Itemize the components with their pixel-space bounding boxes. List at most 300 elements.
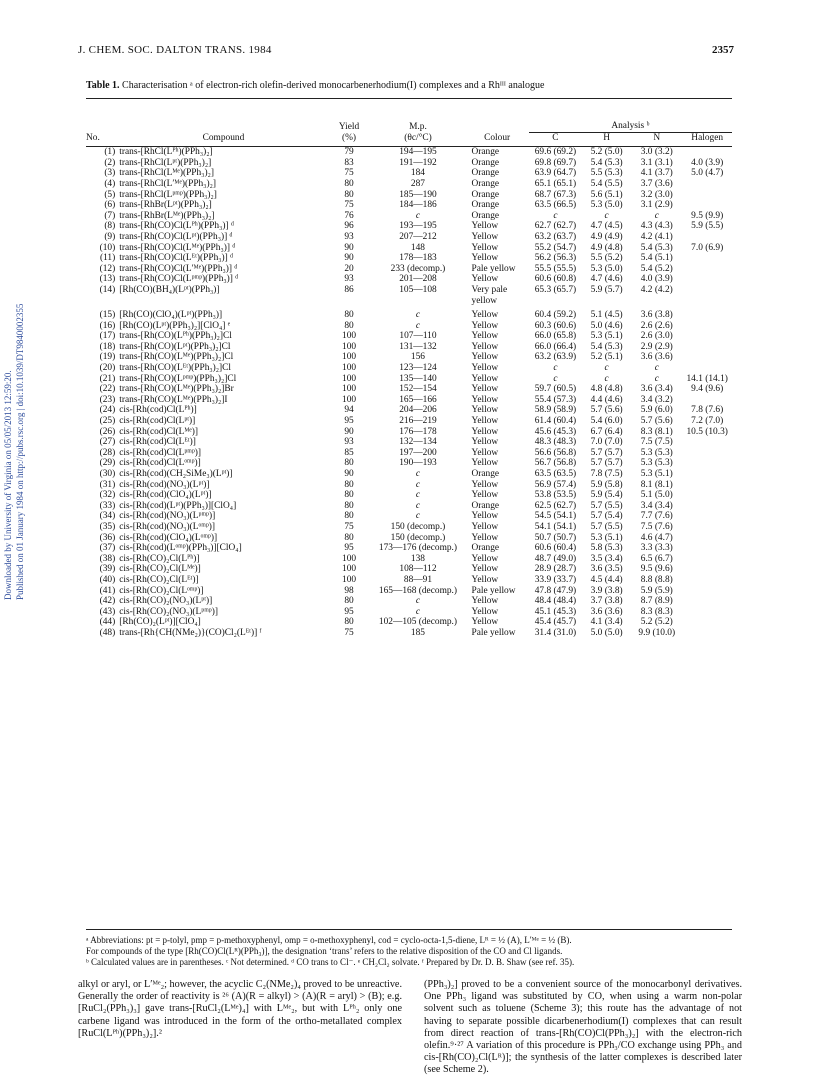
- cell-no: (25): [99, 416, 116, 427]
- cell-n: 5.3 (5.3): [640, 447, 673, 458]
- table-row: [86, 501, 732, 512]
- cell-no: (29): [99, 458, 116, 469]
- cell-compound: trans-[Rh(CO)(Lᴹᵉ)(PPh₃)₂]Cl: [119, 352, 234, 363]
- cell-n: 5.2 (5.2): [640, 617, 673, 628]
- cell-c: 55.2 (54.7): [534, 242, 577, 253]
- cell-h: 4.4 (4.6): [590, 394, 623, 405]
- cell-yield: 80: [344, 310, 354, 321]
- cell-compound: trans-[Rh(CO)Cl(Lᵖᵗ)(PPh₃)] ᵈ: [119, 231, 233, 242]
- cell-halogen: [682, 607, 732, 618]
- cell-colour: Yellow: [471, 384, 499, 395]
- cell-no: (8): [104, 221, 116, 232]
- journal-title: J. CHEM. SOC. DALTON TRANS. 1984: [78, 44, 272, 56]
- cell-yield: 90: [344, 253, 354, 264]
- cell-c: 56.6 (56.8): [534, 447, 577, 458]
- table-row: [86, 405, 732, 416]
- cell-mp: 185—190: [399, 189, 437, 200]
- cell-c: 60.6 (60.8): [534, 274, 577, 285]
- cell-c: 61.4 (60.4): [534, 416, 577, 427]
- cell-halogen: [682, 480, 732, 491]
- cell-colour: Orange: [471, 469, 500, 479]
- cell-no: (12): [99, 263, 116, 274]
- cell-yield: 90: [344, 469, 354, 479]
- cell-colour: Orange: [471, 200, 500, 211]
- cell-compound: cis-[Rh(cod)(ClO₄)(Lᵖᵗ)]: [119, 490, 212, 501]
- table-row: [86, 342, 732, 353]
- cell-c: 55.4 (57.3): [534, 394, 577, 405]
- table-row: [86, 158, 732, 169]
- cell-c: 60.6 (60.4): [534, 543, 577, 554]
- cell-no: (6): [104, 200, 116, 211]
- cell-compound: trans-[RhCl(Lᴾʰ)(PPh₃)₂]: [119, 147, 213, 158]
- cell-halogen: [682, 264, 732, 275]
- table-bottom-rule: [86, 929, 732, 930]
- cell-h: 3.9 (3.8): [590, 585, 623, 596]
- cell-c: 47.8 (47.9): [534, 585, 577, 596]
- cell-yield: 100: [342, 574, 357, 585]
- cell-h: 5.1 (4.5): [590, 310, 623, 321]
- cell-colour: Orange: [471, 157, 500, 168]
- cell-compound: cis-[Rh(CO)₂(NO₃)(Lᵖᵗ)]: [119, 596, 213, 607]
- cell-compound: trans-[RhCl(Lᵖᵗ)(PPh₃)₂]: [119, 157, 212, 168]
- cell-c: 45.4 (45.7): [534, 617, 577, 628]
- cell-no: (41): [99, 585, 116, 596]
- cell-n: 5.3 (5.3): [640, 458, 673, 469]
- body-paragraph: (PPh₃)₂] proved to be a convenient source of the monocarbonyl derivatives. One PPh₃ ligand was substituted by CO, when using a warm non-polar solvent such as toluene (Scheme 3); this route has the advantage of not having to separate possible dicarbenerhodium(I) complexes that can result from direct reaction of trans-[Rh(CO)Cl(PPh₃)₂] with the electron-rich olefin.⁹·²⁷ A variation of this procedure is PPh₃/CO exchange using PPh₃ and cis-[Rh(CO)₂Cl(Lᴿ)]; the synthesis of the latter complexes is described later (see Scheme 2).: [424, 979, 742, 1076]
- cell-c: 48.3 (48.3): [534, 437, 577, 448]
- table-caption: [86, 80, 730, 92]
- cell-n: 9.5 (9.6): [640, 564, 673, 575]
- cell-c: [529, 296, 582, 307]
- cell-n: 3.0 (3.2): [640, 147, 673, 158]
- cell-no: (4): [104, 178, 116, 189]
- cell-n: 8.1 (8.1): [640, 479, 673, 490]
- table-row: [86, 628, 732, 639]
- cell-h: 5.5 (5.3): [590, 168, 623, 179]
- cell-compound: trans-[Rh(CO)Cl(Lᵖᵐᵖ)(PPh₃)] ᵈ: [119, 274, 239, 285]
- cell-n: 4.6 (4.7): [640, 532, 673, 543]
- cell-c: 68.7 (67.3): [534, 189, 577, 200]
- footnote-abbreviations: ᵃ Abbreviations: pt = p-tolyl, pmp = p-methoxyphenyl, omp = o-methoxyphenyl, cod = cyclo-octa-1,5-diene, Lᴿ = ½ (A), L′ᴹᵉ = ½ (B).: [86, 935, 572, 945]
- cell-mp: 191—192: [399, 157, 437, 168]
- cell-mp: 185: [410, 627, 425, 638]
- cell-yield: 75: [344, 200, 354, 211]
- cell-n: 5.4 (5.2): [640, 263, 673, 274]
- cell-colour: Yellow: [471, 521, 499, 532]
- cell-no: (37): [99, 543, 116, 554]
- cell-colour: Pale yellow: [471, 627, 516, 638]
- watermark-line-2[interactable]: Published on 01 January 1984 on http://pubs.rsc.org | doi:10.1039/DT9840002355: [15, 303, 25, 600]
- cell-n: 3.1 (2.9): [640, 200, 673, 211]
- cell-n: [631, 296, 682, 307]
- cell-colour: Orange: [471, 147, 500, 158]
- cell-halogen: [682, 448, 732, 459]
- cell-h: 5.3 (5.0): [590, 263, 623, 274]
- table-row: [86, 221, 732, 232]
- cell-c: 48.4 (48.4): [534, 596, 577, 607]
- cell-mp: c: [415, 469, 421, 479]
- cell-h: 5.7 (5.7): [590, 447, 623, 458]
- cell-h: 4.1 (3.4): [590, 617, 623, 628]
- cell-h: 5.4 (6.0): [590, 416, 623, 427]
- cell-colour: Yellow: [471, 363, 499, 374]
- body-column-left: [78, 979, 402, 1040]
- cell-yield: 93: [344, 231, 354, 242]
- cell-halogen: 10.5 (10.3): [686, 426, 728, 437]
- cell-compound: trans-[RhCl(Lᴹᵉ)(PPh₃)₂]: [119, 168, 214, 179]
- cell-h: 6.7 (6.4): [590, 426, 623, 437]
- cell-no: (21): [99, 373, 116, 384]
- cell-halogen: [682, 190, 732, 201]
- cell-c: 56.7 (56.8): [534, 458, 577, 469]
- cell-compound: [Rh(CO)(Lᵖᵗ)(PPh₃)₂][ClO₄] ᵉ: [119, 320, 231, 331]
- cell-colour: Pale yellow: [471, 585, 516, 596]
- h-header: H: [603, 132, 611, 143]
- cell-yield: 85: [344, 447, 354, 458]
- cell-n: 5.9 (5.9): [640, 585, 673, 596]
- cell-compound: trans-[RhCl(L′ᴹᵉ)(PPh₃)₂]: [119, 178, 217, 189]
- cell-mp: 150 (decomp.): [390, 532, 446, 543]
- cell-c: 55.5 (55.5): [534, 263, 577, 274]
- cell-colour: Yellow: [471, 553, 499, 564]
- cell-no: (31): [99, 479, 116, 490]
- cell-c: 69.8 (69.7): [534, 157, 577, 168]
- cell-colour: Orange: [471, 543, 500, 554]
- yield-header: Yield: [338, 121, 360, 132]
- cell-compound: cis-[Rh(cod)(NO₃)(Lᵖᵗ)]: [119, 479, 210, 490]
- cell-yield: 100: [342, 384, 357, 395]
- cell-c: 48.7 (49.0): [534, 553, 577, 564]
- cell-compound: cis-[Rh(cod)(NO₃)(Lᵒᵐᵖ)]: [119, 521, 215, 532]
- cell-no: (32): [99, 490, 116, 501]
- cell-compound: trans-[Rh(CO)Cl(Lᴾʰ)(PPh₃)] ᵈ: [119, 221, 234, 232]
- cell-colour: Yellow: [471, 511, 499, 522]
- n-header: N: [653, 132, 661, 143]
- cell-mp: 178—183: [399, 253, 437, 264]
- cell-compound: cis-[Rh(cod)Cl(Lᵒᵐᵖ)]: [119, 458, 201, 469]
- cell-compound: trans-[Rh(CO)(Lᵖᵐᵖ)(PPh₃)₂]Cl: [119, 373, 237, 384]
- cell-mp: c: [415, 596, 421, 607]
- cell-no: (35): [99, 521, 116, 532]
- cell-compound: cis-[Rh(CO)₂Cl(Lᴱᵗ)]: [119, 574, 199, 585]
- cell-no: (26): [99, 426, 116, 437]
- cell-n: 2.6 (2.6): [640, 320, 673, 331]
- cell-h: 5.0 (5.0): [590, 627, 623, 638]
- cell-n: 7.5 (7.6): [640, 521, 673, 532]
- cell-mp: 105—108: [399, 284, 437, 295]
- cell-yield: 93: [344, 274, 354, 285]
- cell-c: 45.1 (45.3): [534, 606, 577, 617]
- cell-halogen: [682, 179, 732, 190]
- cell-no: (43): [99, 606, 116, 617]
- table-row: [86, 480, 732, 491]
- cell-no: (18): [99, 341, 116, 352]
- table-row: [86, 310, 732, 321]
- table-row: [86, 437, 732, 448]
- table-row: [86, 321, 732, 332]
- cell-yield: 80: [344, 189, 354, 200]
- cell-no: (27): [99, 437, 116, 448]
- cell-compound: trans-[Rh(CO)Cl(Lᴹᵉ)(PPh₃)] ᵈ: [119, 242, 236, 253]
- cell-colour: Yellow: [471, 564, 499, 575]
- cell-mp: 190—193: [399, 458, 437, 469]
- cell-n: 4.2 (4.1): [640, 231, 673, 242]
- cell-c: 65.1 (65.1): [534, 178, 577, 189]
- cell-c: 54.5 (54.1): [534, 511, 577, 522]
- cell-halogen: [682, 331, 732, 342]
- cell-yield: 79: [344, 147, 354, 158]
- cell-n: 3.4 (3.4): [640, 500, 673, 511]
- cell-yield: 100: [342, 553, 357, 564]
- cell-c: 31.4 (31.0): [534, 627, 577, 638]
- table-row: [86, 211, 732, 222]
- table-row: [86, 607, 732, 618]
- characterisation-table: [86, 121, 732, 639]
- footnote-trans: For compounds of the type [Rh(CO)Cl(Lᴿ)(PPh₃)], the designation ‘trans’ refers to the relative disposition of the CO and Cl ligands.: [86, 946, 563, 956]
- cell-h: 5.4 (5.3): [590, 157, 623, 168]
- table-top-rule: [86, 98, 732, 99]
- cell-h: 5.0 (4.6): [590, 320, 623, 331]
- cell-c: 60.3 (60.6): [534, 320, 577, 331]
- cell-yield: 90: [344, 426, 354, 437]
- cell-mp: 107—110: [399, 331, 437, 342]
- cell-no: (5): [104, 189, 116, 200]
- cell-c: 62.5 (62.7): [534, 500, 577, 511]
- table-row: [86, 575, 732, 586]
- cell-halogen: [682, 586, 732, 597]
- cell-h: 5.5 (5.2): [590, 253, 623, 264]
- cell-n: 3.6 (3.8): [640, 310, 673, 321]
- cell-h: 5.8 (5.3): [590, 543, 623, 554]
- cell-mp: 165—168 (decomp.): [378, 585, 458, 596]
- cell-h: 5.6 (5.1): [590, 189, 623, 200]
- cell-yield: 75: [344, 627, 354, 638]
- analysis-header: Analysis ᵇ: [529, 121, 732, 132]
- cell-mp: 88—91: [403, 574, 433, 585]
- cell-yield: 80: [344, 458, 354, 469]
- cell-colour: Yellow: [471, 274, 499, 285]
- cell-no: (34): [99, 511, 116, 522]
- cell-h: 4.7 (4.5): [590, 221, 623, 232]
- cell-halogen: [682, 617, 732, 628]
- table-body: [86, 147, 732, 639]
- cell-c: 56.9 (57.4): [534, 479, 577, 490]
- cell-yield: 100: [342, 331, 357, 342]
- cell-n: 3.6 (3.4): [640, 384, 673, 395]
- cell-compound: cis-[Rh(CO)₂Cl(Lᵒᵐᵖ)]: [119, 585, 204, 596]
- cell-n: 4.1 (3.7): [640, 168, 673, 179]
- cell-halogen: [682, 522, 732, 533]
- cell-h: 5.4 (5.5): [590, 178, 623, 189]
- cell-c: 69.6 (69.2): [534, 147, 577, 158]
- cell-halogen: [682, 628, 732, 639]
- cell-h: 3.5 (3.4): [590, 553, 623, 564]
- cell-colour: Yellow: [471, 331, 499, 342]
- cell-halogen: [682, 296, 732, 307]
- cell-halogen: 5.9 (5.5): [691, 221, 724, 232]
- cell-halogen: [682, 511, 732, 522]
- table-row: [86, 617, 732, 628]
- cell-halogen: [682, 200, 732, 211]
- table-row: [86, 274, 732, 285]
- cell-yield: 80: [344, 479, 354, 490]
- cell-colour: Orange: [471, 210, 500, 221]
- cell-n: 8.3 (8.3): [640, 606, 673, 617]
- cell-yield: [328, 296, 371, 307]
- cell-c: 50.7 (50.7): [534, 532, 577, 543]
- cell-compound: [Rh(CO)₂(Lᵖᵗ)][ClO₄]: [119, 617, 201, 628]
- cell-yield: 96: [344, 221, 354, 232]
- yield-unit-header: (%): [342, 132, 357, 143]
- cell-mp: 201—208: [399, 274, 437, 285]
- cell-colour: Yellow: [471, 606, 499, 617]
- cell-halogen: [682, 596, 732, 607]
- cell-n: 3.7 (3.6): [640, 178, 673, 189]
- cell-no: (22): [99, 384, 116, 395]
- watermark-line-1[interactable]: Downloaded by University of Virginia on 05/05/2013 12:59:20.: [3, 370, 13, 600]
- cell-compound: cis-[Rh(cod)Cl(Lᴱᵗ)]: [119, 437, 196, 448]
- cell-mp: c: [415, 210, 421, 221]
- cell-n: 5.4 (5.1): [640, 253, 673, 264]
- table-row: [86, 179, 732, 190]
- cell-compound: trans-[Rh(CO)(Lᴾʰ)(PPh₃)₂]Cl: [119, 331, 232, 342]
- cell-mp: c: [415, 490, 421, 501]
- cell-h: c: [604, 373, 609, 384]
- cell-halogen: [682, 469, 732, 480]
- cell-n: 9.9 (10.0): [638, 627, 676, 638]
- cell-n: 4.2 (4.2): [640, 284, 673, 295]
- cell-n: 2.6 (3.0): [640, 331, 673, 342]
- cell-no: (23): [99, 394, 116, 405]
- no-header: No.: [86, 132, 100, 143]
- c-header: C: [552, 132, 559, 143]
- cell-n: 8.7 (8.9): [640, 596, 673, 607]
- table-row: [86, 416, 732, 427]
- cell-halogen: [682, 363, 732, 374]
- cell-no: (38): [99, 553, 116, 564]
- table-label: Table 1.: [86, 80, 120, 91]
- cell-no: (39): [99, 564, 116, 575]
- cell-mp: 165—166: [399, 394, 437, 405]
- cell-compound: cis-[Rh(cod)(CH₂SiMe₃)(Lᵖᵗ)]: [119, 469, 233, 479]
- table-row: [86, 374, 732, 385]
- table-row: [86, 490, 732, 501]
- cell-colour: Yellow: [471, 617, 499, 628]
- cell-h: 5.9 (5.8): [590, 479, 623, 490]
- cell-mp: 204—206: [399, 405, 437, 416]
- cell-yield: 83: [344, 157, 354, 168]
- cell-h: 3.6 (3.5): [590, 564, 623, 575]
- cell-yield: 100: [342, 394, 357, 405]
- cell-compound: trans-[Rh(CO)(Lᴹᵉ)(PPh₃)₂]Br: [119, 384, 234, 395]
- table-row: [86, 352, 732, 363]
- cell-c: 66.0 (66.4): [534, 341, 577, 352]
- cell-no: (15): [99, 310, 116, 321]
- cell-c: 58.9 (58.9): [534, 405, 577, 416]
- cell-no: (16): [99, 320, 116, 331]
- cell-n: 8.3 (8.1): [640, 426, 673, 437]
- cell-no: (44): [99, 617, 116, 628]
- cell-n: 2.9 (2.9): [640, 341, 673, 352]
- cell-yield: 100: [342, 564, 357, 575]
- cell-mp: 108—112: [399, 564, 437, 575]
- cell-h: 5.3 (5.1): [590, 331, 623, 342]
- cell-c: 28.9 (28.7): [534, 564, 577, 575]
- cell-h: 4.9 (4.8): [590, 242, 623, 253]
- table-row: [86, 458, 732, 469]
- cell-halogen: [682, 253, 732, 264]
- table-row: [86, 264, 732, 275]
- cell-n: 3.6 (3.6): [640, 352, 673, 363]
- cell-colour: Yellow: [471, 352, 499, 363]
- cell-c: 66.0 (65.8): [534, 331, 577, 342]
- cell-colour: Yellow: [471, 373, 499, 384]
- cell-halogen: [682, 352, 732, 363]
- table-row: [86, 296, 732, 307]
- cell-compound: cis-[Rh(CO)₂(NO₃)(Lᵖᵐᵖ)]: [119, 606, 218, 617]
- cell-halogen: [682, 554, 732, 565]
- cell-n: 4.0 (3.9): [640, 274, 673, 285]
- cell-compound: cis-[Rh(CO)₂Cl(Lᴹᵉ)]: [119, 564, 201, 575]
- mp-unit-header: (θc/°C): [404, 132, 432, 143]
- cell-no: (19): [99, 352, 116, 363]
- cell-colour: Orange: [471, 500, 500, 511]
- cell-no: (13): [99, 274, 116, 285]
- cell-yield: 94: [344, 405, 354, 416]
- cell-c: 63.9 (64.7): [534, 168, 577, 179]
- cell-mp: 123—124: [399, 363, 437, 374]
- cell-halogen: [682, 490, 732, 501]
- cell-c: 65.3 (65.7): [534, 284, 577, 295]
- cell-compound: [Rh(CO)(ClO₄)(Lᵖᵗ)(PPh₃)]: [119, 310, 223, 321]
- table-row: [86, 522, 732, 533]
- cell-mp: 287: [410, 178, 425, 189]
- cell-n: 4.3 (4.3): [640, 221, 673, 232]
- cell-halogen: 7.8 (7.6): [691, 405, 724, 416]
- cell-n: 6.5 (6.7): [640, 553, 673, 564]
- cell-h: 7.0 (7.0): [590, 437, 623, 448]
- cell-colour: Yellow: [471, 242, 499, 253]
- running-header: [78, 44, 734, 58]
- cell-h: 7.8 (7.5): [590, 469, 623, 479]
- cell-h: 4.9 (4.9): [590, 231, 623, 242]
- cell-colour: Yellow: [471, 253, 499, 264]
- cell-yield: 75: [344, 168, 354, 179]
- table-row: [86, 427, 732, 438]
- footnote-calculated: ᵇ Calculated values are in parentheses. ᶜ Not determined. ᵈ CO trans to Cl⁻. ᵉ CH₂Cl₂ solvate. ᶠ Prepared by Dr. D. B. Shaw (see ref. 35).: [86, 957, 575, 967]
- cell-c: 59.7 (60.5): [534, 384, 577, 395]
- cell-no: (14): [99, 284, 116, 295]
- cell-yield: 80: [344, 511, 354, 522]
- cell-mp: c: [415, 479, 421, 490]
- cell-mp: c: [415, 606, 421, 617]
- cell-no: (2): [104, 157, 116, 168]
- cell-yield: 80: [344, 596, 354, 607]
- cell-yield: 100: [342, 373, 357, 384]
- cell-yield: 100: [342, 352, 357, 363]
- cell-n: 8.8 (8.8): [640, 574, 673, 585]
- cell-c: 33.9 (33.7): [534, 574, 577, 585]
- cell-compound: trans-[Rh(CO)Cl(Lᴱᵗ)(PPh₃)] ᵈ: [119, 253, 234, 264]
- cell-h: 5.9 (5.7): [590, 284, 623, 295]
- cell-mp: 193—195: [399, 221, 437, 232]
- cell-n: 5.3 (5.1): [640, 469, 673, 479]
- cell-colour: Orange: [471, 178, 500, 189]
- cell-yield: 80: [344, 320, 354, 331]
- cell-no: (9): [104, 231, 116, 242]
- cell-mp: 131—132: [399, 341, 437, 352]
- compound-header: Compound: [202, 132, 245, 143]
